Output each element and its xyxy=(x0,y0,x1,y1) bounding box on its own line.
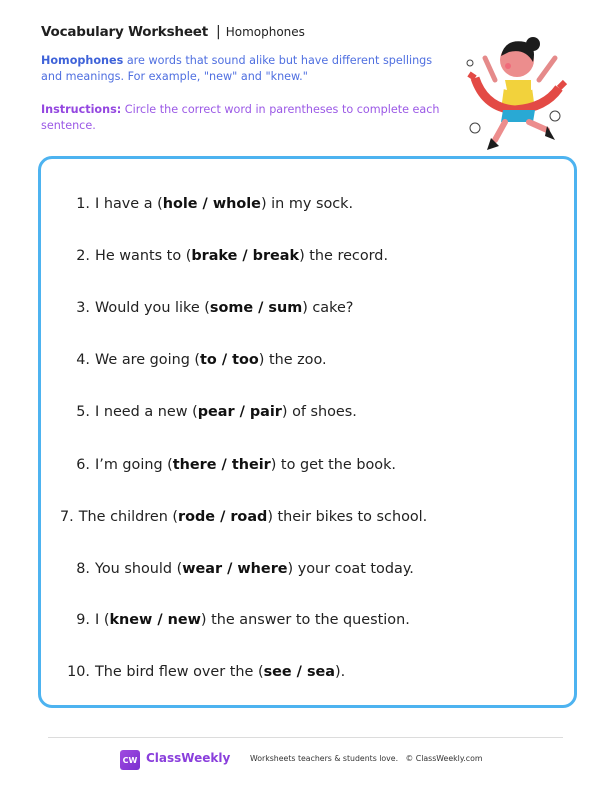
item-text-before: We are going ( xyxy=(95,352,201,368)
item-number: 3. xyxy=(76,300,90,316)
worksheet-subtitle: Homophones xyxy=(225,25,305,39)
item-text-before: The children ( xyxy=(78,509,179,525)
exercise-item-2 xyxy=(60,248,420,264)
item-text-after: ) of shoes. xyxy=(281,404,357,420)
item-text-before: He wants to ( xyxy=(95,248,192,264)
item-text-after: ) the zoo. xyxy=(258,352,327,368)
exercise-item-3 xyxy=(60,300,420,316)
item-text-after: ) the record. xyxy=(299,248,389,264)
exercise-item-8 xyxy=(60,561,420,577)
item-text-before: I need a new ( xyxy=(95,404,198,420)
item-options[interactable]: hole / whole xyxy=(162,196,261,212)
brand-name: ClassWeekly xyxy=(146,751,231,765)
worksheet-header xyxy=(41,24,305,40)
worksheet-title: Vocabulary Worksheet xyxy=(41,24,208,40)
item-number: 10. xyxy=(67,664,90,680)
item-text-after: ). xyxy=(334,664,346,680)
item-text-before: The bird flew over the ( xyxy=(95,664,264,680)
footer-tagline: Worksheets teachers & students love. © ClassWeekly.com xyxy=(250,754,483,763)
item-text-before: You should ( xyxy=(95,561,183,577)
instructions-text: Circle the correct word in parentheses to complete each sentence. xyxy=(41,103,440,132)
item-options[interactable]: wear / where xyxy=(182,561,288,577)
exercise-item-7 xyxy=(60,509,428,525)
item-options[interactable]: there / their xyxy=(172,457,271,473)
footer-divider xyxy=(48,737,563,738)
item-number: 1. xyxy=(76,196,90,212)
exercise-item-1 xyxy=(60,196,420,212)
item-options[interactable]: see / sea xyxy=(263,664,335,680)
item-options[interactable]: pear / pair xyxy=(197,404,282,420)
intro-term: Homophones xyxy=(41,54,124,67)
exercise-item-9 xyxy=(60,612,420,628)
item-number: 7. xyxy=(60,509,74,525)
item-number: 8. xyxy=(76,561,90,577)
item-options[interactable]: to / too xyxy=(200,352,259,368)
item-text-after: ) cake? xyxy=(302,300,354,316)
intro-paragraph xyxy=(41,53,441,85)
item-options[interactable]: rode / road xyxy=(178,509,268,525)
girl-crossing-finish-line-illustration xyxy=(455,18,575,158)
item-text-after: ) to get the book. xyxy=(270,457,396,473)
item-options[interactable]: brake / break xyxy=(191,248,300,264)
item-text-before: Would you like ( xyxy=(95,300,210,316)
exercise-item-4 xyxy=(60,352,420,368)
classweekly-logo-icon: CW xyxy=(120,750,140,770)
item-text-before: I’m going ( xyxy=(95,457,173,473)
title-separator: | xyxy=(216,24,221,40)
item-text-after: ) in my sock. xyxy=(260,196,354,212)
item-text-after: ) their bikes to school. xyxy=(267,509,428,525)
item-number: 4. xyxy=(76,352,90,368)
item-number: 6. xyxy=(76,457,90,473)
item-text-after: ) the answer to the question. xyxy=(200,612,410,628)
item-text-before: I have a ( xyxy=(95,196,163,212)
exercise-item-5 xyxy=(60,404,420,420)
item-text-before: I ( xyxy=(95,612,110,628)
exercise-item-10 xyxy=(60,664,420,680)
item-number: 9. xyxy=(76,612,90,628)
instructions-label: Instructions: xyxy=(41,103,122,116)
item-number: 5. xyxy=(76,404,90,420)
item-options[interactable]: knew / new xyxy=(109,612,201,628)
item-options[interactable]: some / sum xyxy=(209,300,303,316)
instructions-paragraph xyxy=(41,102,441,134)
exercise-item-6 xyxy=(60,457,420,473)
intro-text: are words that sound alike but have different spellings and meanings. For example, "new" and "knew." xyxy=(41,54,433,83)
item-number: 2. xyxy=(76,248,90,264)
item-text-after: ) your coat today. xyxy=(287,561,414,577)
